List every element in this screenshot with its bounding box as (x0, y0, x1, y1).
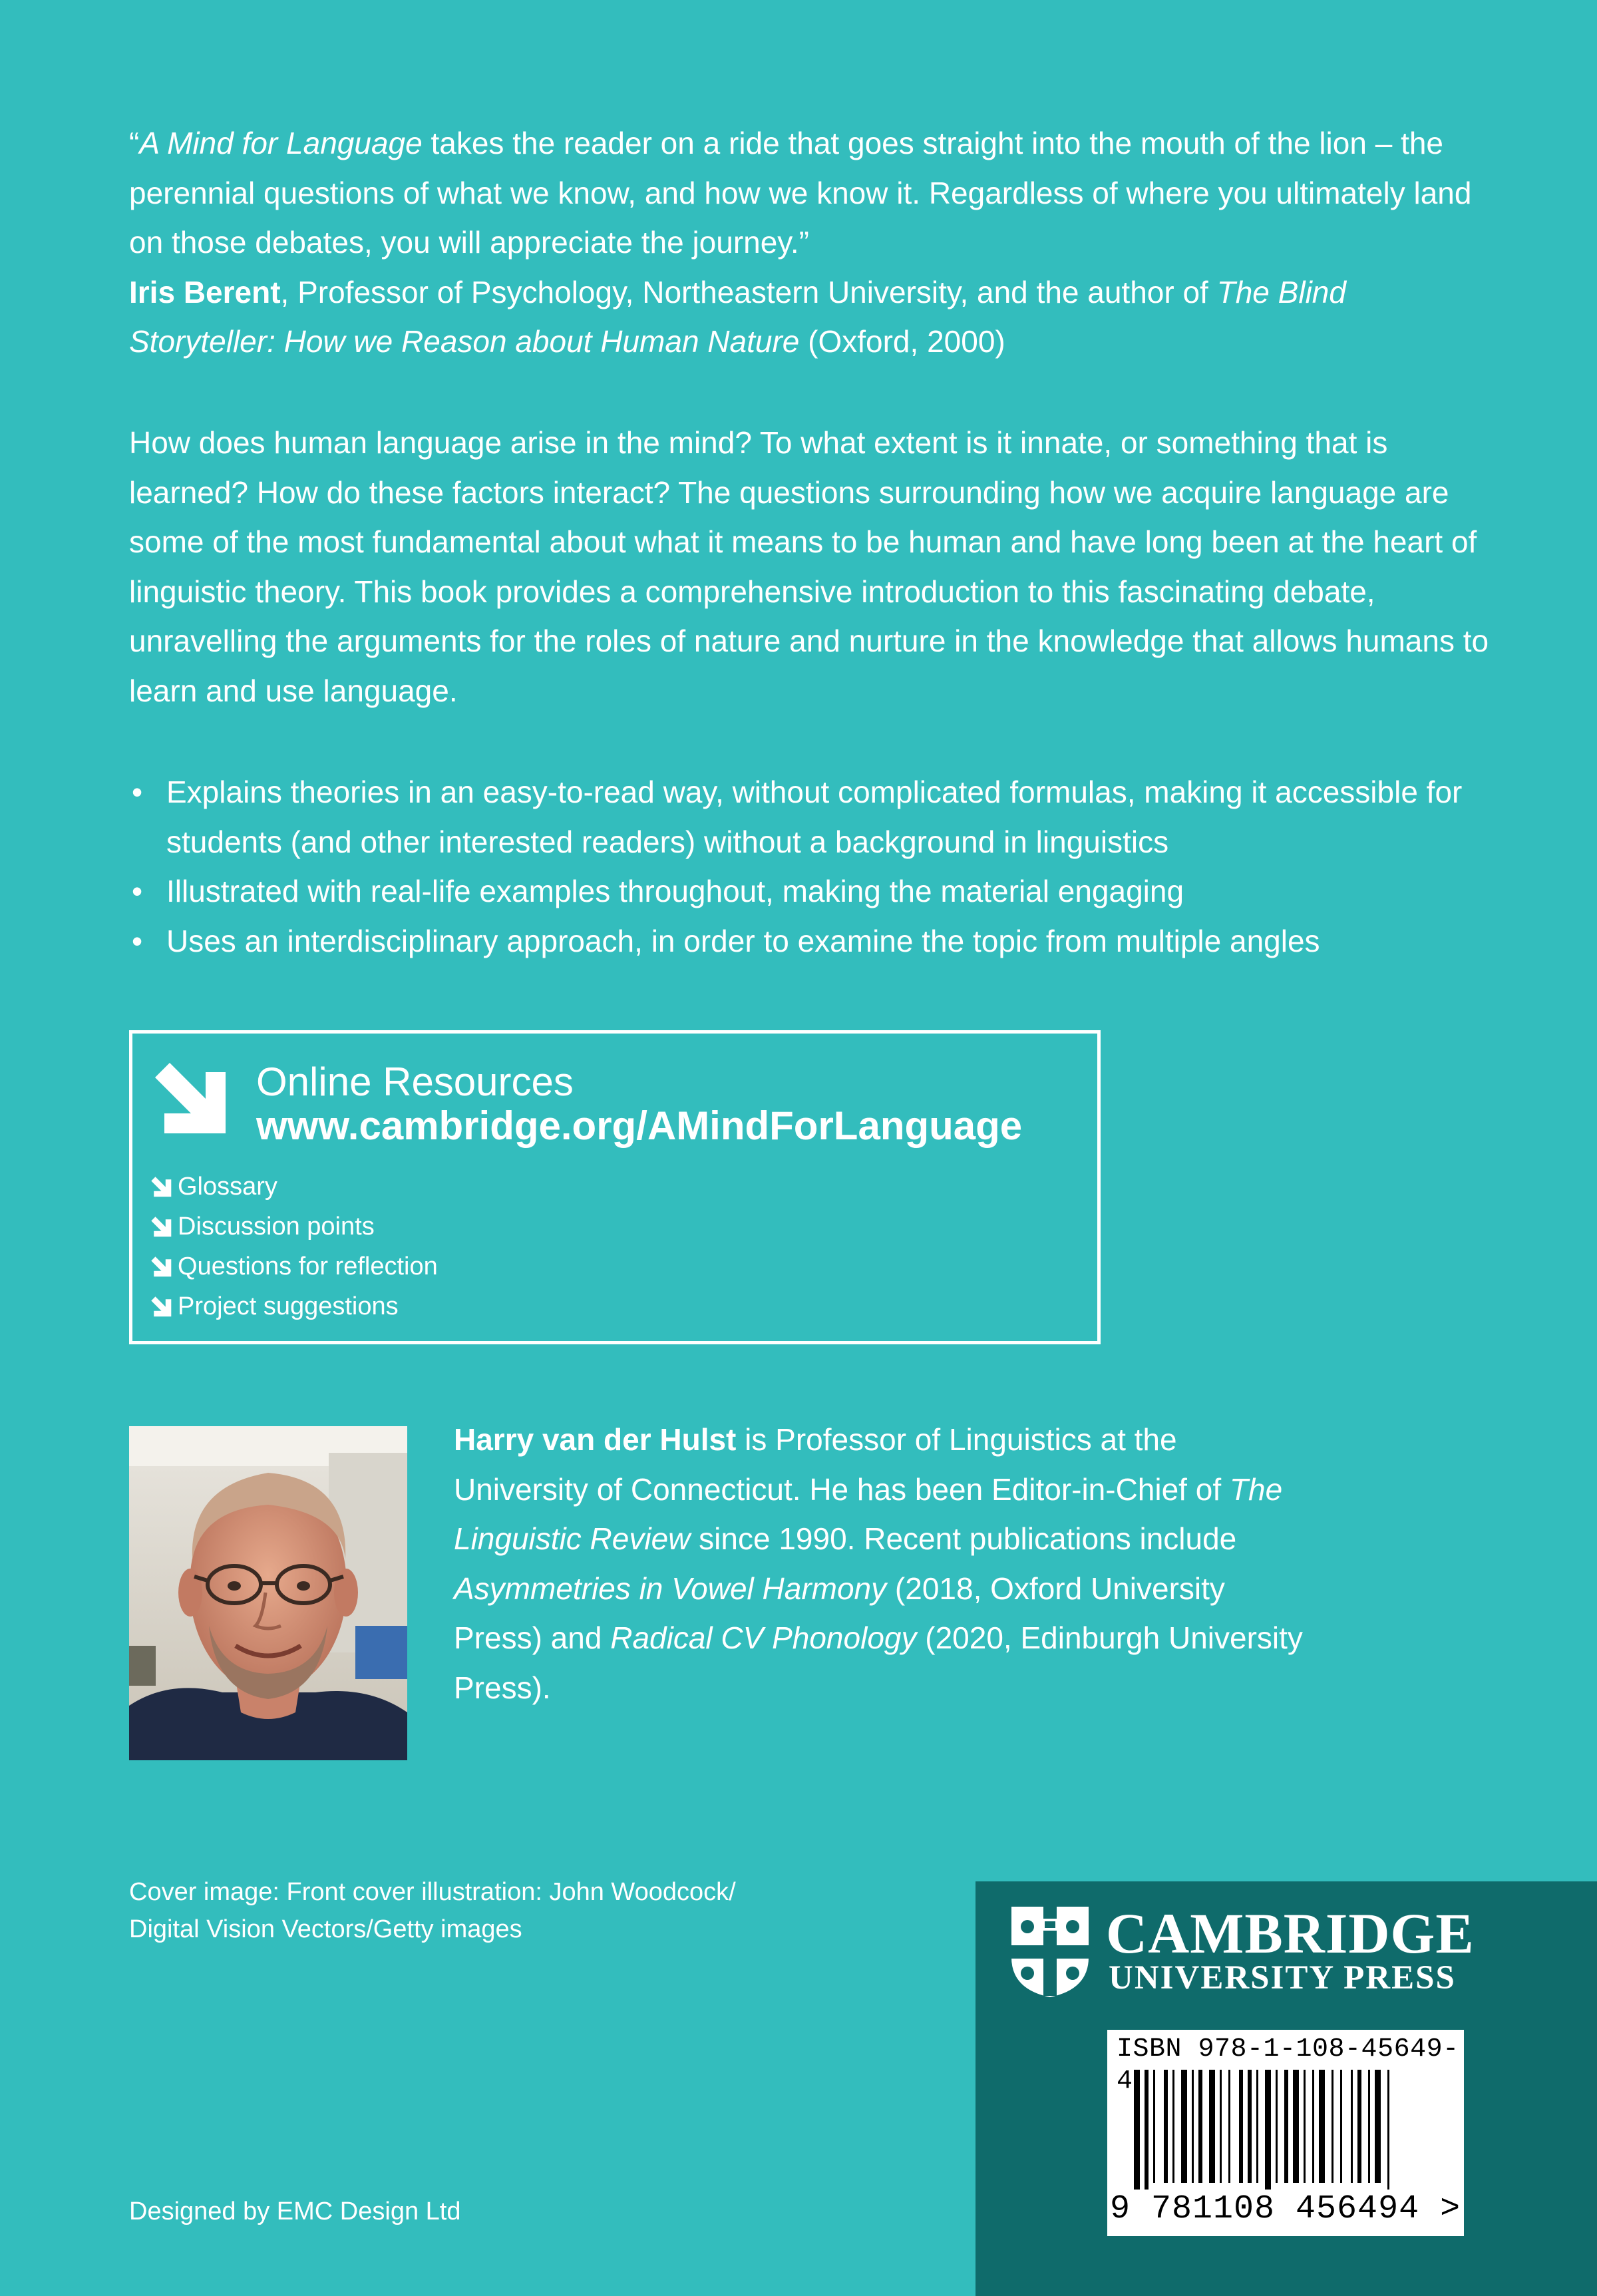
author-photo (129, 1426, 407, 1760)
author-book-2: Radical CV Phonology (610, 1621, 917, 1655)
online-resources-title: Online Resources (256, 1059, 574, 1104)
online-resources-url[interactable]: www.cambridge.org/AMindForLanguage (256, 1103, 1023, 1148)
author-bio-text-3: (2018, Oxford University Press) and (454, 1571, 1225, 1655)
barcode-bar (1134, 2070, 1140, 2190)
author-bio (454, 1415, 1319, 1712)
author-bio-text-4: (2020, Edinburgh University Press). (454, 1621, 1303, 1705)
quote-book-title: A Mind for Language (139, 126, 423, 160)
publisher-subtitle: UNIVERSITY PRESS (1109, 1959, 1456, 1997)
barcode-bar (1276, 2070, 1278, 2183)
feature-bullet (129, 767, 1493, 866)
barcode-bar (1284, 2070, 1288, 2183)
barcode-bar (1351, 2070, 1353, 2183)
quote-author-book-suffix: (Oxford, 2000) (799, 324, 1005, 359)
barcode-digits: 9 781108 456494 > (1110, 2190, 1461, 2228)
cover-image-credit (129, 1873, 861, 1948)
barcode-bar (1145, 2070, 1149, 2190)
barcode-bar (1368, 2070, 1370, 2183)
quote-author-book: The Blind Storyteller: How we Reason about Human Nature (129, 274, 1346, 359)
barcode-bar (1220, 2070, 1222, 2183)
resource-item-label: Questions for reflection (178, 1252, 438, 1280)
cover-credit-line: Cover image: Front cover illustration: John Woodcock/ (129, 1878, 736, 1906)
author-portrait-illustration (129, 1426, 407, 1760)
barcode-bar (1331, 2070, 1333, 2183)
online-resources-list (150, 1167, 438, 1326)
barcode-bar (1164, 2070, 1168, 2183)
resource-item (150, 1207, 438, 1246)
quote-open-mark: “ (129, 126, 140, 160)
barcode-bar (1340, 2070, 1342, 2183)
author-bio-text-1: is Professor of Linguistics at the University of Connecticut. He has been Editor-in-Chief of (454, 1422, 1230, 1507)
bullet-dot: • (132, 874, 143, 908)
arrow-down-right-icon (150, 1175, 172, 1198)
arrow-down-right-icon (150, 1295, 172, 1318)
barcode-bar (1357, 2070, 1361, 2183)
resource-item-label: Glossary (178, 1173, 277, 1201)
author-bio-text-2: since 1990. Recent publications include (690, 1521, 1237, 1556)
barcode-bar (1304, 2070, 1306, 2183)
barcode-bar (1265, 2070, 1271, 2190)
online-resources-box (129, 1030, 1101, 1344)
arrow-down-right-icon (150, 1255, 172, 1278)
barcode-bar (1256, 2070, 1258, 2183)
bullet-dot: • (132, 923, 143, 958)
barcode-bar (1387, 2070, 1389, 2190)
endorsement-quote (129, 118, 1473, 367)
cambridge-shield-icon (1009, 1904, 1091, 2000)
feature-bullet-list (129, 767, 1493, 966)
resource-item-label: Discussion points (178, 1213, 375, 1241)
author-journal: The Linguistic Review (454, 1471, 1283, 1556)
feature-bullet (129, 866, 1493, 916)
barcode-bar (1312, 2070, 1314, 2183)
book-description: How does human language arise in the mind? To what extent is it innate, or something that is learned? How do these factors interact? The questions surrounding how we acquire language are some of the most fundamental about what it means to be human and have long been at the heart of linguistic theory. This book provides a comprehensive introduction to this fascinating debate, unravelling the arguments for the roles of nature and nurture in the knowledge that allows humans to learn and use language. (129, 425, 1489, 708)
resource-item (150, 1246, 438, 1286)
resource-item (150, 1167, 438, 1207)
barcode-bar (1228, 2070, 1230, 2183)
barcode-bar (1172, 2070, 1174, 2183)
quote-author-name: Iris Berent (129, 274, 281, 309)
barcode-bar (1181, 2070, 1187, 2183)
isbn-label: ISBN 978-1-108-45649-4 (1117, 2034, 1459, 2096)
barcode-bar (1375, 2070, 1381, 2183)
author-name: Harry van der Hulst (454, 1422, 737, 1457)
cover-credit-line: Digital Vision Vectors/Getty images (129, 1915, 522, 1943)
quote-text: takes the reader on a ride that goes straight into the mouth of the lion – the perennial questions of what we know, and how we know it. Regardless of where you ultimately land on those debates, you will appreciate the journey.” (129, 126, 1472, 260)
arrow-down-right-icon (150, 1057, 230, 1137)
bullet-dot: • (132, 775, 143, 809)
arrow-down-right-icon (150, 1215, 172, 1238)
isbn-barcode (1107, 2030, 1464, 2236)
barcode-bar (1248, 2070, 1252, 2183)
bullet-text: Illustrated with real-life examples throughout, making the material engaging (166, 874, 1184, 908)
bullet-text: Explains theories in an easy-to-read way, without complicated formulas, making it accessible for students (and other interested readers) without a background in linguistics (166, 775, 1463, 859)
barcode-bar (1198, 2070, 1202, 2183)
designer-credit: Designed by EMC Design Ltd (129, 2198, 461, 2225)
barcode-bar (1153, 2070, 1155, 2183)
resource-item-label: Project suggestions (178, 1292, 399, 1320)
author-book-1: Asymmetries in Vowel Harmony (454, 1571, 887, 1606)
barcode-bar (1209, 2070, 1215, 2183)
barcode-bar (1239, 2070, 1243, 2183)
quote-author-affiliation: , Professor of Psychology, Northeastern University, and the author of (280, 274, 1217, 309)
feature-bullet (129, 916, 1493, 966)
barcode-bar (1192, 2070, 1194, 2183)
barcode-bar (1293, 2070, 1299, 2183)
bullet-text: Uses an interdisciplinary approach, in order to examine the topic from multiple angles (166, 923, 1320, 958)
barcode-bars-graphic (1134, 2070, 1447, 2190)
publisher-name: CAMBRIDGE (1106, 1901, 1475, 1965)
barcode-bar (1319, 2070, 1325, 2183)
resource-item (150, 1286, 438, 1326)
publisher-panel (976, 1881, 1597, 2296)
